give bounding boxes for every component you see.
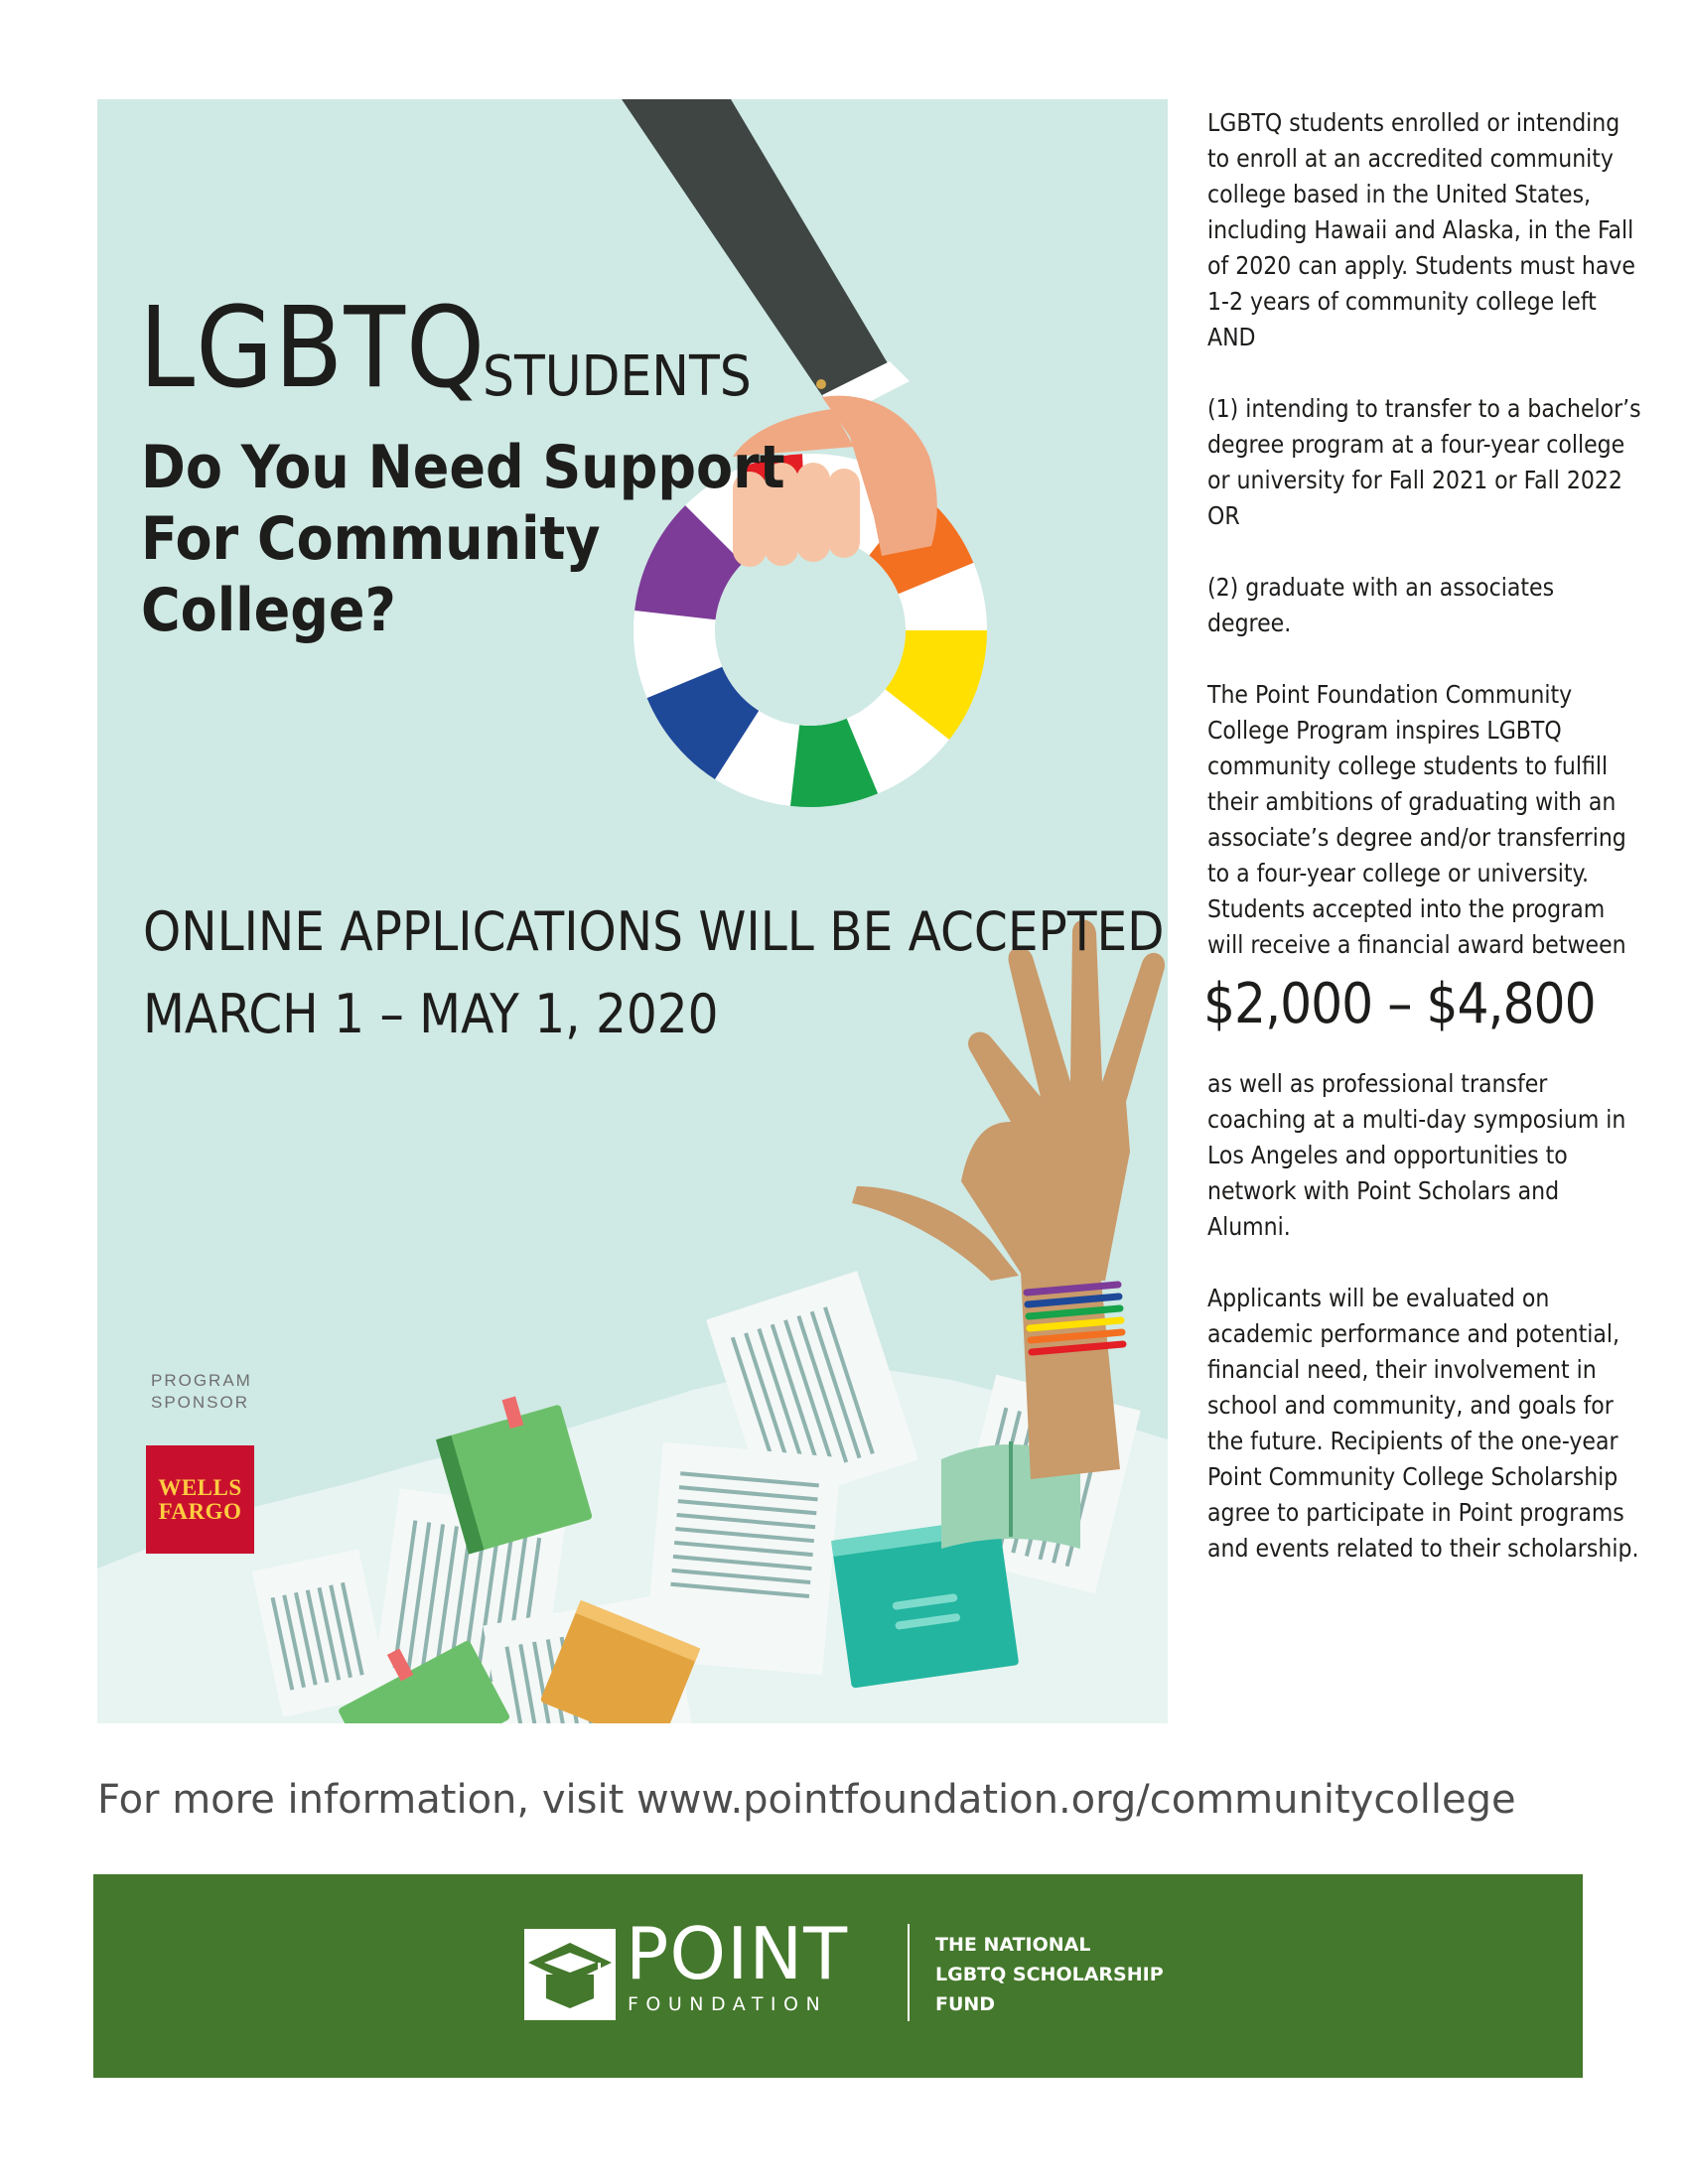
more-info-prefix: For more information, visit (97, 1777, 636, 1823)
more-info-link[interactable]: www.pointfoundation.org/communitycollege (635, 1777, 1516, 1823)
headline-students: STUDENTS (483, 344, 752, 409)
sponsor-label-line-1: PROGRAM (151, 1371, 252, 1390)
tagline-line-1: THE NATIONAL (935, 1934, 1091, 1956)
graduation-cap-icon (524, 1929, 616, 2020)
headline-question: Do You Need Support For Community College? (141, 433, 785, 645)
option-2-paragraph: (2) graduate with an associates degree. (1207, 573, 1555, 637)
tagline-line-2: LGBTQ SCHOLARSHIP (935, 1964, 1164, 1985)
application-window-line-1: ONLINE APPLICATIONS WILL BE ACCEPTED (143, 900, 1165, 963)
wells-fargo-logo (146, 1445, 254, 1554)
headline-lgbtq: LGBTQ (139, 284, 487, 413)
foundation-wordmark: FOUNDATION (628, 1993, 828, 2015)
tagline-line-3: FUND (935, 1993, 996, 2015)
option-1-paragraph: (1) intending to transfer to a bachelor’s degree program at a four-year college or university for Fall 2021 or Fall 2022 OR (1207, 394, 1641, 530)
footer-divider (908, 1924, 910, 2021)
point-wordmark: POINT (626, 1912, 849, 1995)
footer-banner (93, 1874, 1583, 2078)
eligibility-paragraph: LGBTQ students enrolled or intending to enroll at an accredited community college based in the United States, including Hawaii and Alaska, in the Fall of 2020 can apply. Students must have 1-2 years of community college left AND (1207, 108, 1635, 351)
program-paragraph: The Point Foundation Community College Program inspires LGBTQ community college students to fulfill their ambitions of graduating with an associate’s degree and/or transferring to a four-year college or university. Students accepted into the program will receive a financial award between (1207, 680, 1626, 959)
info-column (1203, 105, 1644, 1602)
sponsor-label-line-2: SPONSOR (151, 1393, 250, 1412)
footer-tagline (935, 1930, 1164, 2019)
program-sponsor-label (151, 1370, 252, 1414)
coaching-paragraph: as well as professional transfer coaching at a multi-day symposium in Los Angeles and opportunities to network with Point Scholars and Alumni. (1207, 1069, 1626, 1241)
award-amount: $2,000 – $4,800 (1203, 972, 1596, 1036)
application-window-dates: MARCH 1 – MAY 1, 2020 (143, 983, 719, 1045)
poster (97, 99, 1168, 1723)
more-info-line (97, 1777, 1516, 1823)
sponsor-logo-line-2: FARGO (158, 1498, 242, 1524)
evaluation-paragraph: Applicants will be evaluated on academic performance and potential, financial need, their involvement in school and community, and goals for the future. Recipients of the one-year Point Community College Scholarship agree to participate in Point programs and events related to their scholarship. (1207, 1284, 1639, 1563)
point-foundation-logo-mark (524, 1929, 616, 2020)
sponsor-logo-line-1: WELLS (158, 1474, 242, 1500)
papers-pile (97, 1271, 1168, 1723)
